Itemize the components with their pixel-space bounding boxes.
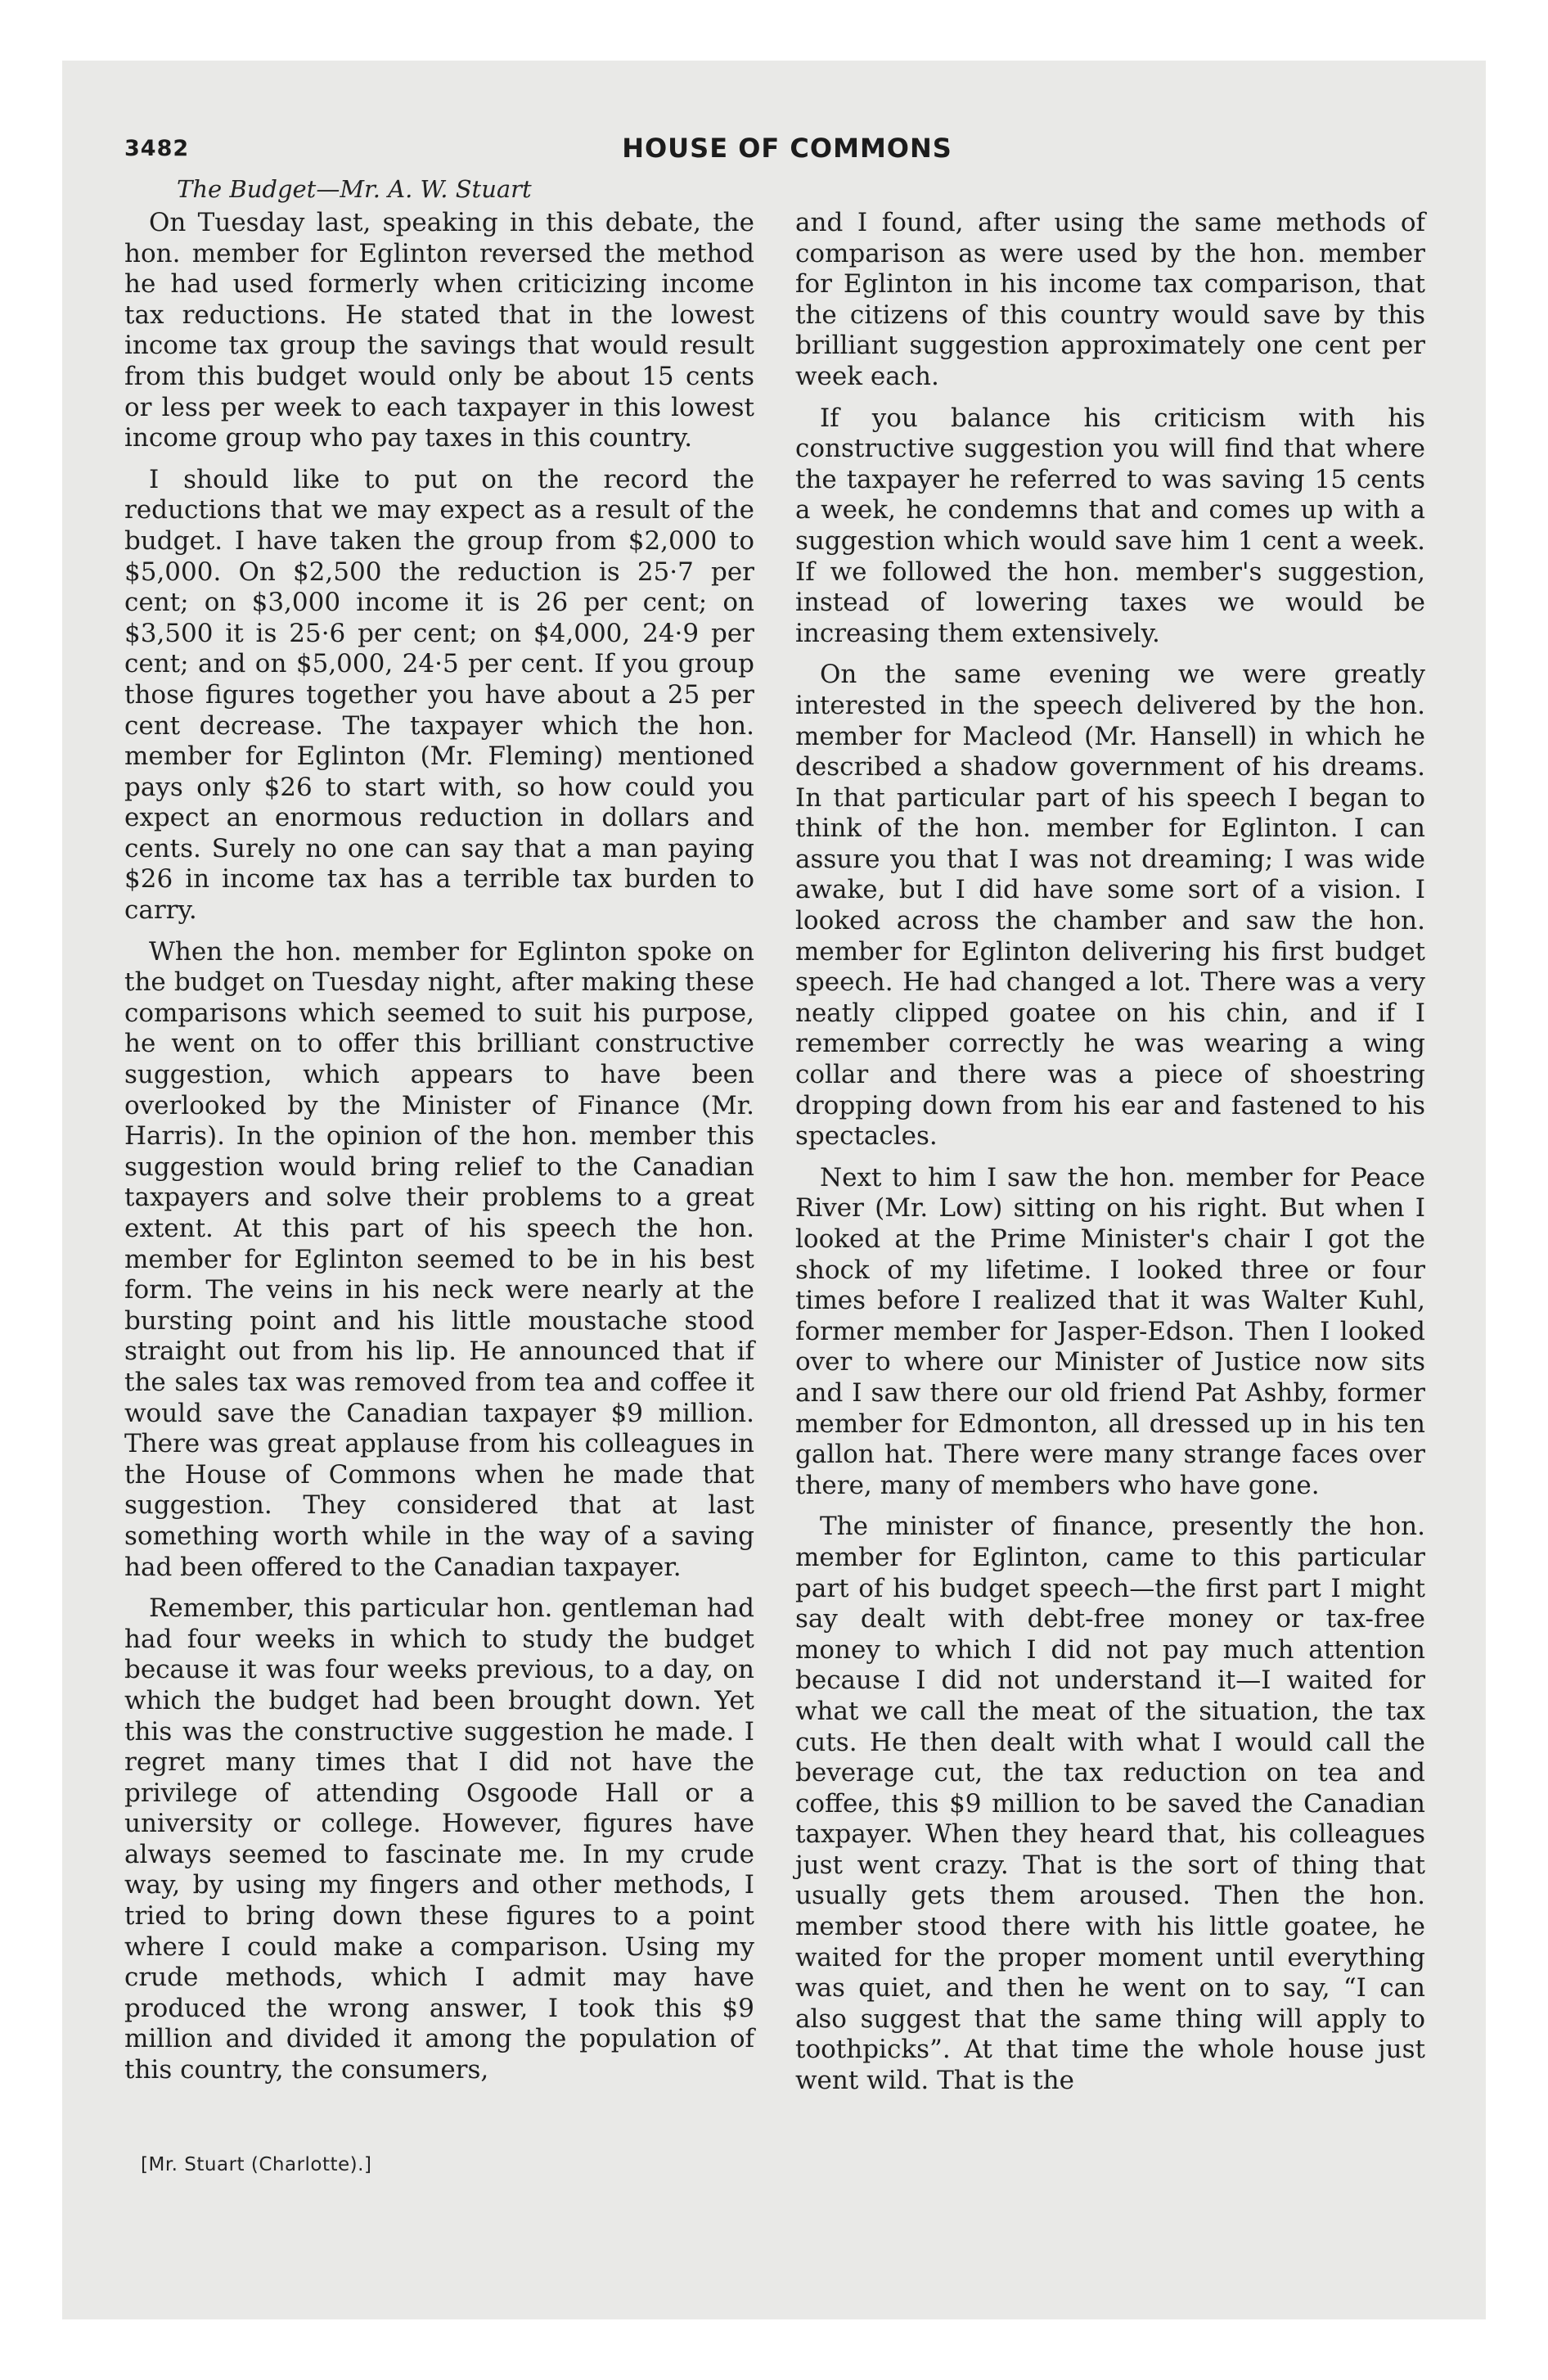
journal-title: HOUSE OF COMMONS [622, 133, 952, 164]
paragraph: If you balance his criticism with his constructive suggestion you will find that where the taxpayer he referred to was saving 15 cents a week, he condemns that and comes up with a suggestion which would save him 1 cent a week. If we followed the hon. member's suggestion, instead of lowering taxes we would be increasing them extensively. [795, 403, 1425, 648]
paragraph: Next to him I saw the hon. member for Peace River (Mr. Low) sitting on his right. But when I looked at the Prime Minister's chair I got the shock of my lifetime. I looked three or four times before I realized that it was Walter Kuhl, former member for Jasper-Edson. Then I looked over to where our Minister of Justice now sits and I saw there our old friend Pat Ashby, former member for Edmonton, all dressed up in his ten gallon hat. There were many strange faces over there, many of members who have gone. [795, 1162, 1425, 1500]
speaker-reference: [Mr. Stuart (Charlotte).] [141, 2154, 372, 2175]
paragraph: On Tuesday last, speaking in this debate, the hon. member for Eglinton reversed the method he had used formerly when criticizing income tax reductions. He stated that in the lowest income tax group the savings that would result from this budget would only be about 15 cents or less per week to each taxpayer in this lowest income group who pay taxes in this country. [124, 208, 754, 453]
left-column [124, 208, 754, 2097]
paragraph: On the same evening we were greatly interested in the speech delivered by the hon. member for Macleod (Mr. Hansell) in which he described a shadow government of his dreams. In that particular part of his speech I began to think of the hon. member for Eglinton. I can assure you that I was not dreaming; I was wide awake, but I did have some sort of a vision. I looked across the chamber and saw the hon. member for Eglinton delivering his first budget speech. He had changed a lot. There was a very neatly clipped goatee on his chin, and if I remember correctly he was wearing a wing collar and there was a piece of shoestring dropping down from his ear and fastened to his spectacles. [795, 660, 1425, 1152]
paragraph: I should like to put on the record the reductions that we may expect as a result of the budget. I have taken the group from $2,000 to $5,000. On $2,500 the reduction is 25·7 per cent; on $3,000 income it is 26 per cent; on $3,500 it is 25·6 per cent; on $4,000, 24·9 per cent; and on $5,000, 24·5 per cent. If you group those figures together you have about a 25 per cent decrease. The taxpayer which the hon. member for Eglinton (Mr. Fleming) mentioned pays only $26 to start with, so how could you expect an enormous reduction in dollars and cents. Surely no one can say that a man paying $26 in income tax has a terrible tax burden to carry. [124, 464, 754, 926]
paragraph: The minister of finance, presently the hon. member for Eglinton, came to this particular part of his budget speech—the first part I might say dealt with debt-free money or tax-free money to which I did not pay much attention because I did not understand it—I waited for what we call the meat of the situation, the tax cuts. He then dealt with what I would call the beverage cut, the tax reduction on tea and coffee, this $9 million to be saved the Canadian taxpayer. When they heard that, his colleagues just went crazy. That is the sort of thing that usually gets them aroused. Then the hon. member stood there with his little goatee, he waited for the proper moment until everything was quiet, and then he went on to say, “I can also suggest that the same thing will apply to toothpicks”. At that time the whole house just went wild. That is the [795, 1512, 1425, 2096]
hansard-page [124, 133, 1450, 2277]
debate-subhead: The Budget—Mr. A. W. Stuart [177, 175, 532, 203]
paragraph: When the hon. member for Eglinton spoke on the budget on Tuesday night, after making these comparisons which seemed to suit his purpose, he went on to offer this brilliant constructive suggestion, which appears to have been overlooked by the Minister of Finance (Mr. Harris). In the opinion of the hon. member this suggestion would bring relief to the Canadian taxpayers and solve their problems to a great extent. At this part of his speech the hon. member for Eglinton seemed to be in his best form. The veins in his neck were nearly at the bursting point and his little moustache stood straight out from his lip. He announced that if the sales tax was removed from tea and coffee it would save the Canadian taxpayer $9 million. There was great applause from his colleagues in the House of Commons when he made that suggestion. They considered that at last something worth while in the way of a saving had been offered to the Canadian taxpayer. [124, 936, 754, 1582]
paragraph-continued: and I found, after using the same methods of comparison as were used by the hon. member for Eglinton in his income tax comparison, that the citizens of this country would save by this brilliant suggestion approximately one cent per week each. [795, 208, 1425, 391]
page-number: 3482 [124, 136, 190, 161]
running-head [124, 133, 1450, 172]
paragraph: Remember, this particular hon. gentleman had had four weeks in which to study the budget because it was four weeks previous, to a day, on which the budget had been brought down. Yet this was the constructive suggestion he made. I regret many times that I did not have the privilege of attending Osgoode Hall or a university or college. However, figures have always seemed to fascinate me. In my crude way, by using my fingers and other methods, I tried to bring down these figures to a point where I could make a comparison. Using my crude methods, which I admit may have produced the wrong answer, I took this $9 million and divided it among the population of this country, the consumers, [124, 1593, 754, 2085]
right-column [795, 208, 1425, 2107]
